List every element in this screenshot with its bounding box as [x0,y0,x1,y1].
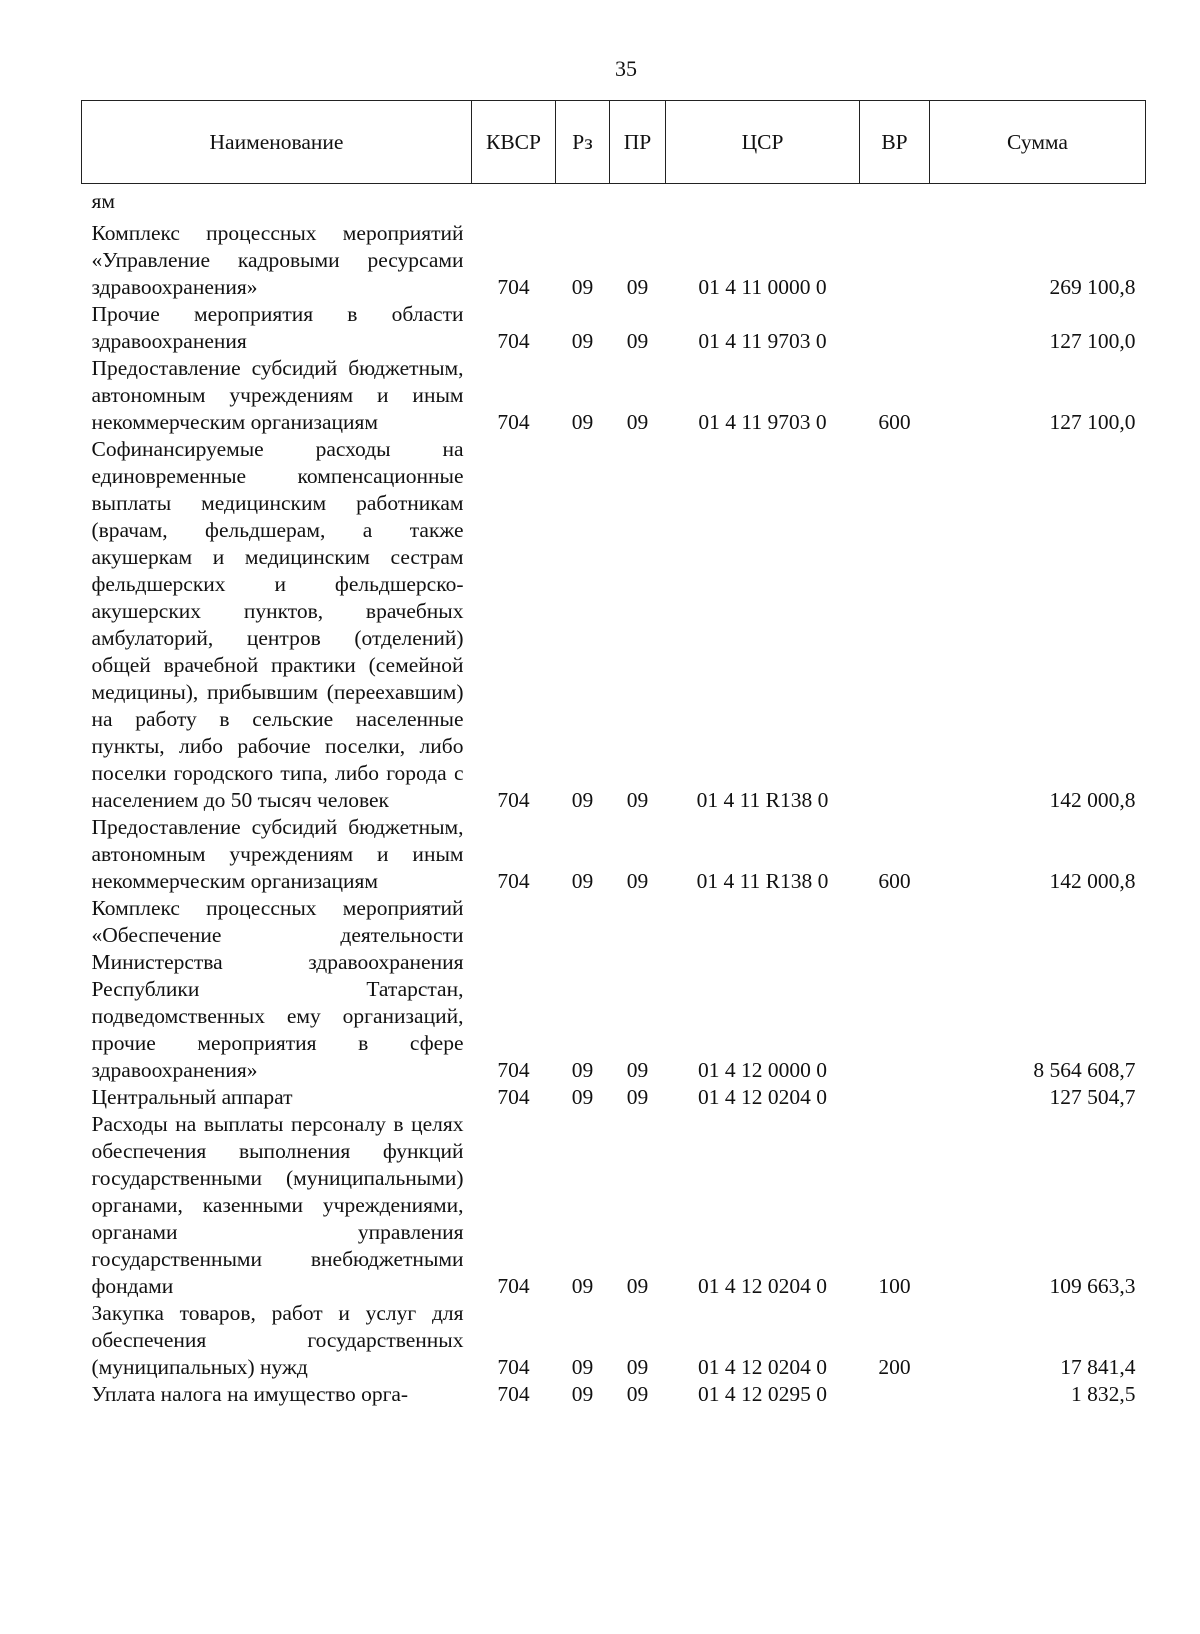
cell-sum [930,184,1146,220]
cell-rz: 09 [571,1057,594,1082]
table-row [82,436,1146,814]
table-row [82,355,1146,436]
cell-pr: 09 [626,328,649,353]
cell-sum: 269 100,8 [1049,274,1136,299]
cell-csr: 01 4 12 0204 0 [698,1084,827,1109]
table-row [82,895,1146,1084]
cell-name: Расходы на выплаты персоналу в целях обеспечения выполнения функций государственными (муниципальными) органами, казенными учреждениями, органами управления государственными внебюджетными фондами [91,1111,464,1298]
cell-name: Предоставление субсидий бюджетным, автономным учреждениям и иным некоммерческим организациям [91,355,464,434]
cell-rz: 09 [571,1354,594,1379]
cell-kvsr: 704 [497,1381,530,1406]
cell-pr: 09 [626,1057,649,1082]
cell-rz: 09 [571,1273,594,1298]
cell-csr: 01 4 12 0000 0 [698,1057,827,1082]
cell-rz: 09 [571,1381,594,1406]
cell-kvsr: 704 [497,787,530,812]
cell-pr: 09 [626,868,649,893]
cell-csr: 01 4 12 0204 0 [698,1354,827,1379]
header-rz: Рз [556,101,610,184]
cell-pr: 09 [626,409,649,434]
header-sum: Сумма [930,101,1146,184]
cell-sum: 127 100,0 [1049,409,1136,434]
cell-rz: 09 [571,274,594,299]
cell-name: Уплата налога на имущество орга- [91,1381,409,1406]
cell-name: ям [91,189,115,214]
cell-kvsr: 704 [497,1273,530,1298]
cell-rz: 09 [571,868,594,893]
cell-csr: 01 4 11 R138 0 [696,787,829,812]
cell-name: Предоставление субсидий бюджетным, автономным учреждениям и иным некоммерческим организациям [91,814,464,893]
cell-name: Центральный аппарат [91,1084,293,1109]
header-kvsr: КВСР [472,101,556,184]
cell-csr: 01 4 11 9703 0 [698,328,827,353]
cell-csr: 01 4 11 9703 0 [698,409,827,434]
cell-vr [860,1381,930,1408]
table-row [82,1084,1146,1111]
cell-kvsr: 704 [497,409,530,434]
cell-sum: 1 832,5 [1071,1381,1136,1406]
cell-name: Софинансируемые расходы на единовременные компенсационные выплаты медицинским работникам (врачам, фельдшерам, а также акушеркам и медицинским сестрам фельдшерских и фельдшерско-акушерских пунктов, врачебных амбулаторий, центров (отделений) общей врачебной практики (семейной медицины), прибывшим (переехавшим) на работу в сельские населенные пункты, либо рабочие поселки, либо поселки городского типа, либо города с населением до 50 тысяч человек [91,436,464,812]
cell-sum: 8 564 608,7 [1033,1057,1136,1082]
cell-sum: 127 504,7 [1049,1084,1136,1109]
cell-vr [860,1084,930,1111]
cell-kvsr: 704 [497,868,530,893]
cell-pr: 09 [626,787,649,812]
cell-vr: 600 [878,409,911,434]
cell-kvsr: 704 [497,274,530,299]
cell-name: Комплекс процессных мероприятий «Обеспечение деятельности Министерства здравоохранения Республики Татарстан, подведомственных ему организаций, прочие мероприятия в сфере здравоохранения» [91,895,464,1082]
cell-name: Прочие мероприятия в области здравоохранения [91,301,464,353]
cell-sum: 142 000,8 [1049,787,1136,812]
header-csr: ЦСР [666,101,860,184]
cell-csr: 01 4 11 R138 0 [696,868,829,893]
budget-table [81,100,1146,1408]
cell-rz [556,184,610,220]
cell-kvsr: 704 [497,1084,530,1109]
table-row [82,1381,1146,1408]
cell-pr: 09 [626,1381,649,1406]
header-vr: ВР [860,101,930,184]
cell-sum: 17 841,4 [1060,1354,1136,1379]
table-row [82,1300,1146,1381]
page-number: 35 [615,56,637,81]
cell-pr: 09 [626,274,649,299]
cell-vr [860,220,930,301]
cell-rz: 09 [571,409,594,434]
cell-pr: 09 [626,1084,649,1109]
cell-csr: 01 4 11 0000 0 [698,274,827,299]
cell-csr [666,184,860,220]
cell-name: Закупка товаров, работ и услуг для обеспечения государственных (муниципальных) нужд [91,1300,464,1379]
table-row [82,301,1146,355]
table-row [82,814,1146,895]
cell-pr: 09 [626,1354,649,1379]
cell-sum: 127 100,0 [1049,328,1136,353]
cell-kvsr: 704 [497,1057,530,1082]
cell-rz: 09 [571,1084,594,1109]
cell-vr: 100 [878,1273,911,1298]
table-header-row [82,101,1146,184]
table-row [82,1111,1146,1300]
cell-rz: 09 [571,328,594,353]
cell-csr: 01 4 12 0295 0 [698,1381,827,1406]
cell-sum: 142 000,8 [1049,868,1136,893]
cell-pr: 09 [626,1273,649,1298]
cell-vr: 600 [878,868,911,893]
cell-csr: 01 4 12 0204 0 [698,1273,827,1298]
table-row [82,184,1146,220]
cell-vr [860,895,930,1084]
cell-vr: 200 [878,1354,911,1379]
cell-vr [860,184,930,220]
cell-vr [860,301,930,355]
cell-kvsr [472,184,556,220]
cell-kvsr: 704 [497,328,530,353]
cell-kvsr: 704 [497,1354,530,1379]
table-row [82,220,1146,301]
cell-rz: 09 [571,787,594,812]
header-name: Наименование [82,101,472,184]
cell-vr [860,436,930,814]
cell-pr [610,184,666,220]
header-pr: ПР [610,101,666,184]
cell-name: Комплекс процессных мероприятий «Управление кадровыми ресурсами здравоохранения» [91,220,464,299]
cell-sum: 109 663,3 [1049,1273,1136,1298]
